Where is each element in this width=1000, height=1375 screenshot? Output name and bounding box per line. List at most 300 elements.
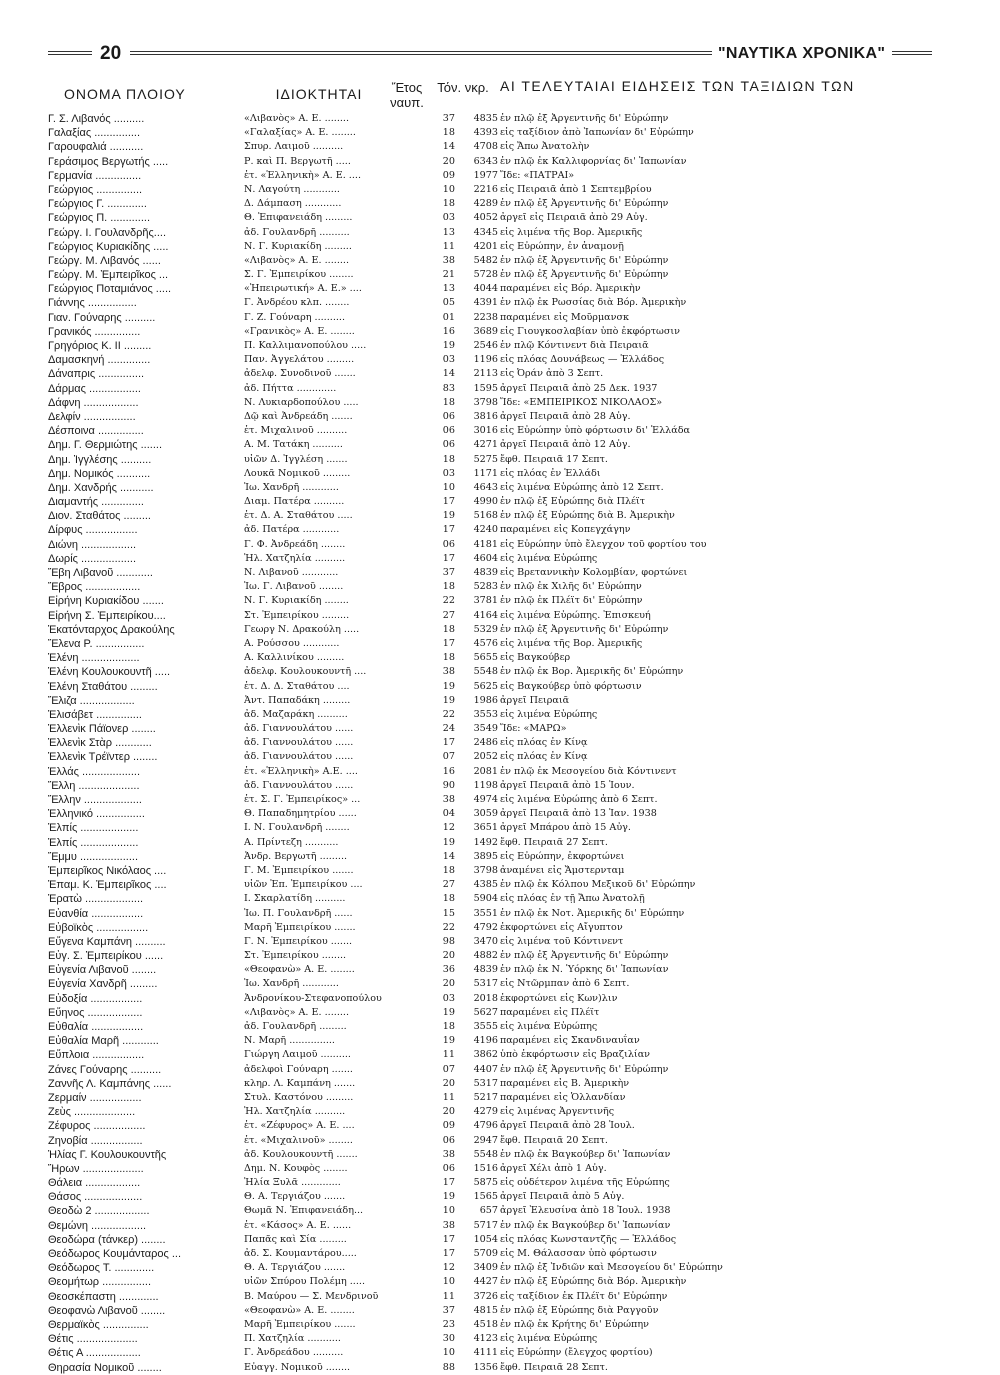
ship-name: Ἕλλη .................... <box>48 779 140 792</box>
tonnage: 1171 <box>473 467 498 479</box>
tonnage: 4643 <box>473 481 498 493</box>
voyage-status: ἀργεῖ Πειραιᾶ ἀπὸ 12 Αὐγ. <box>500 439 631 451</box>
tonnage: 2216 <box>473 183 498 195</box>
tonnage: 4839 <box>473 567 498 578</box>
owner-name: ἑτ. «Ἑλληνικὴ» Α.Ε. .... <box>244 765 358 777</box>
year-built: 18 <box>442 581 455 593</box>
tonnage: 4815 <box>473 1304 498 1316</box>
ship-name: Θεοφανὼ Λιβανοῦ ........ <box>48 1304 166 1317</box>
year-built: 16 <box>442 765 455 777</box>
year-built: 19 <box>442 1191 455 1203</box>
table-row <box>48 1048 928 1062</box>
tonnage: 3781 <box>473 595 498 607</box>
ship-name: Εὐδοξία ................. <box>48 992 143 1005</box>
year-built: 06 <box>442 1162 455 1174</box>
owner-name: Π. Χατζηλία ........... <box>244 1333 341 1345</box>
owner-name: Ν. Μαρῆ ............... <box>244 1035 335 1047</box>
ship-name: Ἔμμυ ................... <box>48 850 139 863</box>
tonnage: 4271 <box>473 439 498 451</box>
voyage-status: ἐν πλῷ ἐξ Εὐρώπης διὰ Ραγγοῦν <box>500 1304 659 1316</box>
ship-name: Θάσος ................... <box>48 1191 143 1204</box>
voyage-status: ἐν πλῷ ἐκ Χιλῆς δι' Εὐρώπην <box>500 581 642 593</box>
owner-name: «Ἠπειρωτική» Α. Ε.» .... <box>244 283 362 295</box>
owner-name: υἱῶν Ἐπ. Ἐμπειρίκου .... <box>244 879 363 891</box>
tonnage: 5275 <box>473 453 498 465</box>
year-built: 27 <box>442 879 455 891</box>
voyage-status: ὑπὸ ἐκφόρτωσιν εἰς Βραζιλίαν <box>500 1049 651 1061</box>
year-built: 06 <box>442 538 455 550</box>
year-built: 21 <box>442 269 455 281</box>
owner-name: Α. Μ. Τατάκη .......... <box>244 439 343 451</box>
tonnage: 2238 <box>473 311 498 323</box>
voyage-status: εἰς Βρεταννικὴν Κολομβίαν, φορτώνει <box>500 567 688 578</box>
owner-name: κληρ. Λ. Καμπάνη ....... <box>244 1077 356 1089</box>
year-built: 09 <box>442 169 455 181</box>
table-row <box>48 495 928 509</box>
table-row <box>48 1006 928 1020</box>
year-built: 07 <box>442 751 455 763</box>
voyage-status: ἀργεῖ Μπάρου ἀπὸ 15 Αὐγ. <box>500 822 631 834</box>
table-row <box>48 197 928 211</box>
year-built: 14 <box>442 850 455 862</box>
owner-name: Στ. Ἐμπειρίκου ......... <box>244 609 350 621</box>
ship-name: Ἑλλενὶκ Τρέϊντερ ........ <box>48 751 158 764</box>
tonnage: 3651 <box>473 822 498 834</box>
voyage-status: εἰς λιμένα τοῦ Κόντινεντ <box>500 935 624 947</box>
tonnage: 4407 <box>473 1063 498 1075</box>
owner-name: Σπυρ. Λαιμοῦ .......... <box>244 141 344 153</box>
tonnage: 3726 <box>473 1290 498 1302</box>
year-built: 37 <box>442 1304 455 1316</box>
tonnage: 1565 <box>473 1191 498 1203</box>
year-built: 30 <box>442 1333 455 1345</box>
ship-name: Δέσποινα ............... <box>48 425 144 438</box>
tonnage: 4835 <box>473 113 498 124</box>
year-built: 10 <box>442 1205 455 1217</box>
owner-name: Γεωργ Ν. Δρακούλη ..... <box>244 623 360 635</box>
tonnage: 5548 <box>473 1148 498 1160</box>
owner-name: Ἀνδρ. Βεργωτῆ ......... <box>244 850 348 862</box>
tonnage: 3409 <box>473 1262 498 1274</box>
tonnage: 3553 <box>473 708 498 720</box>
voyage-status: παραμένει εἰς Ὁλλανδίαν <box>500 1091 626 1103</box>
year-built: 23 <box>442 1318 455 1330</box>
journal-title: "ΝΑΥΤΙΚΑ ΧΡΟΝΙΚΑ" <box>718 45 886 62</box>
tonnage: 4518 <box>473 1318 498 1330</box>
ship-name: Δημ. Νομικός ........... <box>48 467 151 480</box>
owner-name: ἀδελφ. Συνοδινοῦ ....... <box>244 368 356 380</box>
owner-name: Α. Καλλινίκου ......... <box>244 652 345 664</box>
table-row <box>48 736 928 750</box>
tonnage: 5548 <box>473 666 498 678</box>
voyage-status: ἐν πλῷ ἐκ Κρήτης δι' Εὐρώπην <box>500 1318 649 1330</box>
voyage-status: εἰς λιμένα Εὐρώπης <box>500 552 598 564</box>
ship-name: Θεομήτωρ ................ <box>48 1276 152 1289</box>
year-built: 05 <box>442 297 455 309</box>
owner-name: ἑτ. «Ζέφυρος» Α. Ε. .... <box>244 1120 355 1132</box>
year-built: 17 <box>442 552 455 564</box>
owner-name: ἑτ. Σ. Γ. Ἐμπειρίκος» ... <box>244 794 361 805</box>
year-built: 17 <box>442 524 455 536</box>
table-row <box>48 254 928 268</box>
voyage-status: εἰς πλόας Κωνσταντζῆς — Ἑλλάδος <box>500 1233 677 1245</box>
year-built: 03 <box>442 354 455 366</box>
ship-name: Ἕλενα Ρ. ................ <box>48 637 145 650</box>
ship-name: Εὐθαλία Μαρῆ ............ <box>48 1035 159 1048</box>
year-built: 11 <box>442 1091 455 1103</box>
ship-name: Θεοσκέπαστη ............. <box>48 1290 159 1303</box>
tonnage: 4974 <box>473 794 498 805</box>
table-row <box>48 1332 928 1346</box>
voyage-status: ἐν πλῷ ἐκ Βορ. Ἀμερικῆς δι' Εὐρώπην <box>500 666 684 678</box>
year-built: 18 <box>442 864 455 876</box>
table-row <box>48 140 928 154</box>
owner-name: Ἰω. Χανδρῆ ............ <box>244 978 339 990</box>
voyage-status: εἰς Μ. Θάλασσαν ὑπὸ φόρτωσιν <box>500 1248 657 1259</box>
ship-name: Εὔγενα Καμπάνη .......... <box>48 935 166 948</box>
year-built: 98 <box>442 935 455 947</box>
table-row <box>48 1176 928 1190</box>
ship-registry-table <box>48 112 928 1375</box>
tonnage: 2947 <box>473 1134 498 1146</box>
ship-name: Θέτις .................... <box>48 1333 138 1346</box>
owner-name: Μαρῆ Ἐμπειρίκου ....... <box>244 1318 356 1330</box>
table-row <box>48 1219 928 1233</box>
table-row <box>48 1063 928 1077</box>
voyage-status: ἐν πλῷ ἐκ Νοτ. Ἀμερικῆς δι' Εὐρώπην <box>500 907 685 919</box>
tonnage: 4052 <box>473 212 498 224</box>
ship-name: Δημ. Ἰγγλέσης .......... <box>48 453 152 466</box>
voyage-status: ἀναμένει εἰς Ἄμστερνταμ <box>500 864 625 876</box>
tonnage: 5904 <box>473 893 498 905</box>
owner-name: Γ. Ἀνδρέου κλπ. ........ <box>244 297 350 309</box>
ship-name: Ζαννῆς Λ. Καμπάνης ...... <box>48 1077 172 1090</box>
year-built: 01 <box>442 311 455 323</box>
voyage-status: ἐν πλῷ ἐξ Εὐρώπης διὰ Β. Ἀμερικὴν <box>500 510 675 522</box>
table-row <box>48 481 928 495</box>
ship-name: Θεοδώρα (τάνκερ) ........ <box>48 1233 166 1246</box>
voyage-status: εἰς πλόας Δουνάβεως — Ἑλλάδος <box>500 354 665 366</box>
voyage-status: ἀργεῖ Ἐλευσίνα ἀπὸ 18 Ἰουλ. 1938 <box>500 1205 671 1217</box>
table-row <box>48 126 928 140</box>
ship-name: Θηρασία Νομικοῦ ........ <box>48 1361 162 1374</box>
table-row <box>48 169 928 183</box>
year-built: 14 <box>442 141 455 153</box>
table-row <box>48 1275 928 1289</box>
tonnage: 4839 <box>473 964 498 976</box>
voyage-status: ἔφθ. Πειραιᾶ 27 Σεπτ. <box>500 836 608 848</box>
table-row <box>48 339 928 353</box>
voyage-status: εἰς λιμένα τῆς Βορ. Ἀμερικῆς <box>500 226 643 238</box>
ship-name: Γερμανία ............... <box>48 169 142 182</box>
owner-name: Ἀντ. Παπαδάκη ......... <box>244 694 351 706</box>
tonnage: 1492 <box>473 836 498 848</box>
voyage-status: ἀργεῖ Πειραιᾶ ἀπὸ 5 Αὐγ. <box>500 1191 625 1203</box>
year-built: 14 <box>442 368 455 380</box>
tonnage: 2081 <box>473 765 498 777</box>
ship-name: Δημ. Γ. Θερμιώτης ....... <box>48 439 163 452</box>
voyage-status: Ἴδε: «ΜΑΡΩ» <box>500 723 567 735</box>
year-built: 06 <box>442 410 455 422</box>
voyage-status: Ἴδε: «ΠΑΤΡΑΙ» <box>500 169 575 181</box>
table-row <box>48 1247 928 1261</box>
year-built: 20 <box>442 978 455 990</box>
table-row <box>48 892 928 906</box>
table-row <box>48 282 928 296</box>
tonnage: 4279 <box>473 1106 498 1118</box>
tonnage: 6343 <box>473 155 498 167</box>
owner-name: Ἰω. Χανδρῆ ............ <box>244 481 339 493</box>
year-built: 06 <box>442 425 455 437</box>
owner-name: Δημ. Ν. Κουφὸς ........ <box>244 1162 348 1174</box>
voyage-status: ἀργεῖ Πειραιᾶ ἀπὸ 28 Αὐγ. <box>500 410 631 422</box>
year-built: 36 <box>442 964 455 976</box>
ship-name: Εἰρήνη Σ. Ἐμπειρίκου.... <box>48 609 166 622</box>
owner-name: ἑτ. «Ἑλληνικὴ» Α. Ε. .... <box>244 169 361 181</box>
table-row <box>48 296 928 310</box>
tonnage: 5655 <box>473 652 498 664</box>
ship-name: Διώνη .................. <box>48 538 137 551</box>
page-number: 20 <box>100 43 122 64</box>
ship-name: Γεώργιος Γ. ............. <box>48 198 147 211</box>
ship-name: Γιάννης ................ <box>48 297 137 310</box>
tonnage: 2113 <box>473 368 498 380</box>
ship-name: Γεώργιος Ποταμιάνος ..... <box>48 283 172 296</box>
ship-name: Γεώργ. Μ. Ἐμπειρῖκος ... <box>48 269 169 282</box>
owner-name: «Θεοφανὼ» Α. Ε. ........ <box>244 1304 355 1316</box>
table-row <box>48 1020 928 1034</box>
tonnage: 4345 <box>473 226 498 238</box>
voyage-status: εἰς πλόας ἐν Κίνᾳ <box>500 737 588 749</box>
table-row <box>48 623 928 637</box>
owner-name: Θ. Παπαδημητρίου ...... <box>244 808 357 820</box>
owner-name: ἑτ. Μιχαλινοῦ .......... <box>244 425 348 437</box>
tonnage: 2546 <box>473 340 498 351</box>
voyage-status: ἐν πλῷ ἐξ Ἀργεντινῆς δι' Εὐρώπην <box>500 623 669 635</box>
year-built: 19 <box>442 680 455 692</box>
column-header-year-built: Ἔτος ναυπ. <box>390 80 424 110</box>
table-row <box>48 467 928 481</box>
tonnage: 4427 <box>473 1276 498 1288</box>
ship-name: Θάλεια .................. <box>48 1177 141 1190</box>
owner-name: Ἰω. Γ. Λιβανοῦ ........ <box>244 581 344 593</box>
tonnage: 3470 <box>473 935 498 947</box>
table-row <box>48 963 928 977</box>
owner-name: Σ. Γ. Ἐμπειρίκου ........ <box>244 269 354 281</box>
tonnage: 4604 <box>473 552 498 564</box>
voyage-status: εἰς Βαγκούβερ ὑπὸ φόρτωσιν <box>500 680 642 692</box>
voyage-status: ἐν πλῷ ἐκ Κόλπου Μεξικοῦ δι' Εὐρώπην <box>500 879 696 891</box>
owner-name: Ἠλ. Χατζηλία .......... <box>244 1106 346 1118</box>
table-row <box>48 410 928 424</box>
year-built: 17 <box>442 1248 455 1259</box>
table-row <box>48 240 928 254</box>
ship-name: Ζέφυρος ................. <box>48 1120 146 1133</box>
owner-name: Ν. Λαγούτη ............ <box>244 183 340 195</box>
owner-name: ἀδ. Γουλανδρῆ .......... <box>244 226 350 238</box>
table-row <box>48 325 928 339</box>
tonnage: 2052 <box>473 751 498 763</box>
year-built: 20 <box>442 1106 455 1118</box>
owner-name: «Λιβανὸς» Α. Ε. ........ <box>244 254 350 266</box>
ship-name: Γ. Σ. Λιβανός .......... <box>48 113 145 125</box>
year-built: 06 <box>442 1134 455 1146</box>
year-built: 17 <box>442 496 455 508</box>
tonnage: 3798 <box>473 396 498 408</box>
table-row <box>48 594 928 608</box>
ship-name: Εὐανθία ................. <box>48 907 144 920</box>
voyage-status: ἔφθ. Πειραιᾶ 28 Σεπτ. <box>500 1361 608 1373</box>
voyage-status: ἐν πλῷ ἐκ Βαγκούβερ δι' Ἰαπωνίαν <box>500 1148 671 1160</box>
year-built: 18 <box>442 453 455 465</box>
ship-name: Δαμασκηνή .............. <box>48 354 151 367</box>
tonnage: 3816 <box>473 410 498 422</box>
tonnage: 3551 <box>473 907 498 919</box>
voyage-status: ἐν πλῷ ἐξ Ἀργεντινῆς δι' Εὐρώπην <box>500 198 669 210</box>
year-built: 88 <box>442 1361 455 1373</box>
voyage-status: ἐν πλῷ ἐκ Ρωσσίας διὰ Βόρ. Ἀμερικὴν <box>500 297 687 309</box>
table-row <box>48 438 928 452</box>
table-row <box>48 1290 928 1304</box>
owner-name: Γ. Ἀνδρεάδου .......... <box>244 1347 344 1359</box>
voyage-status: ἐν πλῷ ἐξ Εὐρώπης διὰ Βόρ. Ἀμερικὴν <box>500 1276 687 1288</box>
ship-name: Θεόδωρος Τ. ............. <box>48 1262 155 1275</box>
voyage-status: εἰς ταξίδιον ἐκ Πλέϊτ δι' Εὐρώπην <box>500 1290 668 1302</box>
year-built: 19 <box>442 694 455 706</box>
tonnage: 1595 <box>473 382 498 394</box>
tonnage: 4196 <box>473 1035 498 1047</box>
owner-name: υἱῶν Σπύρου Πολέμη ..... <box>244 1276 365 1288</box>
voyage-status: εἰς λιμένα Εὐρώπης ἀπὸ 6 Σεπτ. <box>500 794 658 805</box>
owner-name: Ι. Ν. Γουλανδρῆ ........ <box>244 822 350 834</box>
table-row <box>48 836 928 850</box>
voyage-status: ἐκφορτώνει εἰς Αἴγυπτον <box>500 921 623 933</box>
voyage-status: εἰς Ἄπω Ἀνατολὴν <box>500 141 590 153</box>
header-rule-left <box>48 51 92 55</box>
ship-name: Εὐβοϊκὸς ................. <box>48 921 149 934</box>
ship-name: Εὐγενία Χανδρῆ ......... <box>48 978 158 991</box>
table-row <box>48 155 928 169</box>
tonnage: 1196 <box>473 354 498 366</box>
ship-name: Ἠλίας Γ. Κουλουκουντῆς <box>48 1148 167 1161</box>
year-built: 10 <box>442 1347 455 1359</box>
tonnage: 5625 <box>473 680 498 692</box>
table-row <box>48 1091 928 1105</box>
table-row <box>48 807 928 821</box>
table-row <box>48 1077 928 1091</box>
year-built: 03 <box>442 467 455 479</box>
year-built: 12 <box>442 822 455 834</box>
owner-name: Θωμᾶ Ν. Ἐπιφανειάδη... <box>244 1205 364 1217</box>
tonnage: 5728 <box>473 269 498 281</box>
owner-name: Εὐαγγ. Νομικοῦ ........ <box>244 1361 351 1373</box>
owner-name: Γιώργη Λαιμοῦ .......... <box>244 1049 351 1061</box>
year-built: 04 <box>442 808 455 820</box>
year-built: 22 <box>442 708 455 720</box>
ship-name: Δωρίς .................. <box>48 552 137 565</box>
tonnage: 3555 <box>473 1021 498 1032</box>
ship-name: Ἐλπίς ................... <box>48 822 139 835</box>
voyage-status: ἀργεῖ εἰς Πειραιᾶ ἀπὸ 29 Αὐγ. <box>500 212 648 224</box>
tonnage: 1516 <box>473 1162 498 1174</box>
voyage-status: ἐν πλῷ ἐκ Καλλιφορνίας δι' Ἰαπωνίαν <box>500 155 687 167</box>
owner-name: ἀδ. Γιαννουλάτου ...... <box>244 723 354 735</box>
table-row <box>48 949 928 963</box>
voyage-status: παραμένει εἰς Σκανδιναυΐαν <box>500 1035 640 1047</box>
header-rule-right <box>892 51 932 55</box>
ship-name: Δελφίν ................. <box>48 410 136 423</box>
table-row <box>48 992 928 1006</box>
table-row <box>48 1190 928 1204</box>
tonnage: 4796 <box>473 1120 498 1132</box>
table-row <box>48 850 928 864</box>
table-row <box>48 1204 928 1218</box>
voyage-status: εἰς Ὀράν ἀπὸ 3 Σεπτ. <box>500 368 604 380</box>
year-built: 38 <box>442 666 455 678</box>
year-built: 12 <box>442 1262 455 1274</box>
voyage-status: εἰς λιμένας Ἀργεντινῆς <box>500 1106 615 1118</box>
tonnage: 2018 <box>473 992 498 1004</box>
ship-name: Ἔβρος .................. <box>48 581 141 594</box>
ship-name: Δημ. Χανδρής ........... <box>48 481 154 494</box>
tonnage: 4044 <box>473 283 498 295</box>
owner-name: ἀδ. Πατέρα ............ <box>244 524 340 536</box>
year-built: 03 <box>442 992 455 1004</box>
table-row <box>48 424 928 438</box>
table-row <box>48 183 928 197</box>
owner-name: ἑτ. «Μιχαλινοῦ» ........ <box>244 1134 353 1146</box>
year-built: 18 <box>442 1021 455 1032</box>
table-row <box>48 935 928 949</box>
ship-name: Ἕλλην ................... <box>48 794 142 806</box>
year-built: 11 <box>442 1290 455 1302</box>
year-built: 18 <box>442 623 455 635</box>
owner-name: Στ. Ἐμπειρίκου ........ <box>244 950 347 962</box>
ship-name: Γεώργιος Π. ............. <box>48 212 151 225</box>
tonnage: 5717 <box>473 1219 498 1231</box>
table-row <box>48 694 928 708</box>
tonnage: 1977 <box>473 169 498 181</box>
year-built: 37 <box>442 567 455 578</box>
voyage-status: ἐν πλῷ ἐξ Ἀργεντινῆς δι' Εὐρώπην <box>500 1063 669 1075</box>
owner-name: Θ. Ἐπιφανειάδη ......... <box>244 212 353 224</box>
voyage-status: ἀργεῖ Πειραιᾶ ἀπὸ 15 Ἰουν. <box>500 779 635 791</box>
tonnage: 4708 <box>473 141 498 153</box>
table-row <box>48 1105 928 1119</box>
table-row <box>48 1361 928 1375</box>
ship-name: Θερμαϊκὸς ............... <box>48 1318 149 1331</box>
voyage-status: εἰς Εὐρώπην ὑπὸ ἔλεγχον τοῦ φορτίου του <box>500 538 707 550</box>
year-built: 22 <box>442 921 455 933</box>
year-built: 10 <box>442 183 455 195</box>
table-row <box>48 793 928 807</box>
voyage-status: ἐν πλῷ ἐξ Ἀργεντινῆς δι' Εὐρώπην <box>500 269 669 281</box>
year-built: 27 <box>442 609 455 621</box>
table-row <box>48 1034 928 1048</box>
year-built: 90 <box>442 779 455 791</box>
tonnage: 5627 <box>473 1006 498 1018</box>
year-built: 13 <box>442 283 455 295</box>
year-built: 17 <box>442 637 455 649</box>
owner-name: ἑτ. Δ. Α. Σταθάτου ..... <box>244 510 353 522</box>
tonnage: 3895 <box>473 850 498 862</box>
table-row <box>48 453 928 467</box>
voyage-status: εἰς Εὐρώπην (ἔλεγχος φορτίου) <box>500 1347 653 1359</box>
voyage-status: εἰς πλόας ἐν Ἑλλάδι <box>500 467 601 479</box>
voyage-status: ἀργεῖ Πειραιᾶ ἀπὸ 25 Δεκ. 1937 <box>500 382 658 394</box>
ship-name: Θέτις Α .................. <box>48 1347 141 1360</box>
voyage-status: ἐκφορτώνει εἰς Κων)λιν <box>500 992 618 1004</box>
